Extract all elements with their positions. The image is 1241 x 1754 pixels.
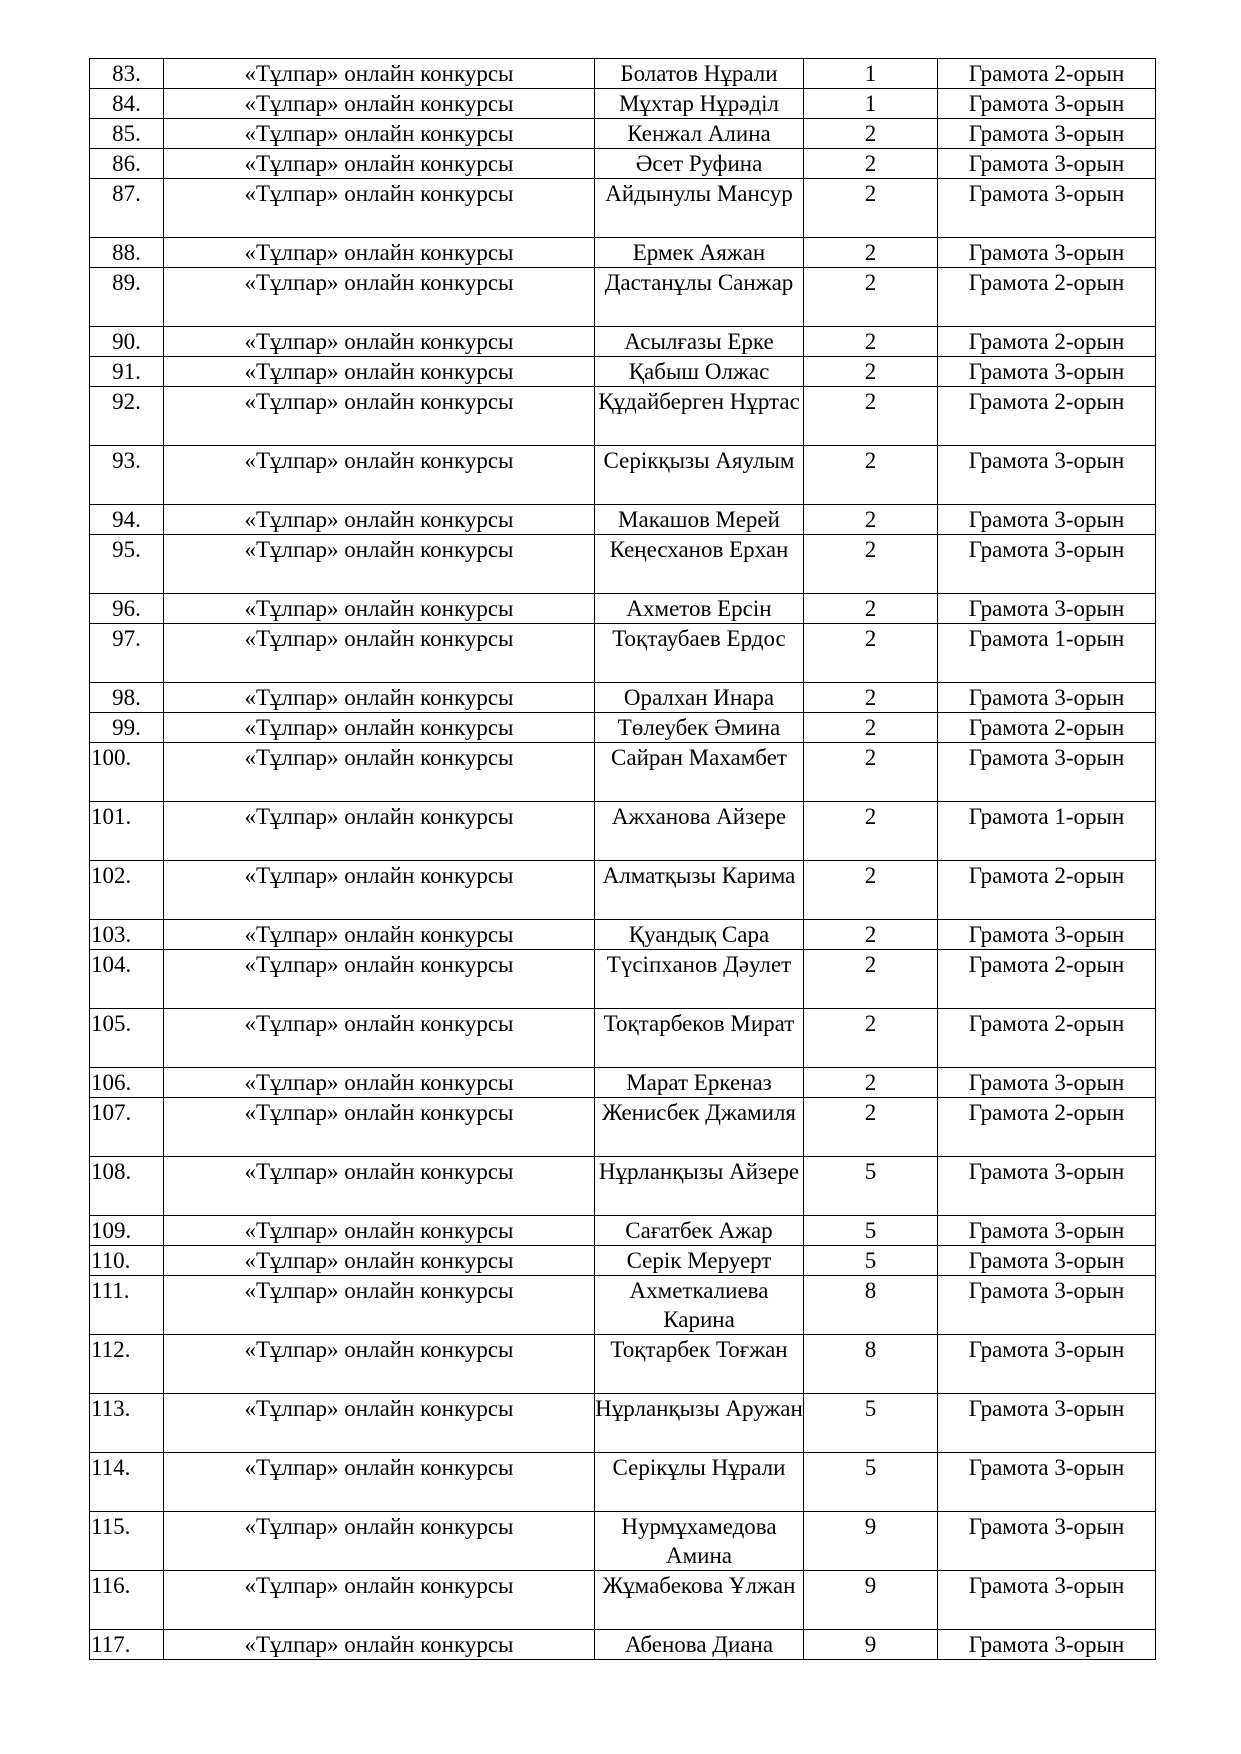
table-row [90,624,1156,683]
grade-cell: 2 [804,802,938,861]
contest-cell: «Тұлпар» онлайн конкурсы [164,950,595,1009]
award-cell: Грамота 2-орын [938,268,1156,327]
row-number-cell: 95. [90,535,164,594]
contest-cell: «Тұлпар» онлайн конкурсы [164,238,595,268]
grade-cell: 2 [804,920,938,950]
row-number-cell: 94. [90,505,164,535]
row-number-cell: 114. [90,1453,164,1512]
row-number-cell: 112. [90,1335,164,1394]
contest-cell: «Тұлпар» онлайн конкурсы [164,920,595,950]
award-cell: Грамота 3-орын [938,238,1156,268]
row-number-cell: 84. [90,89,164,119]
participant-name-cell: Әсет Руфина [595,149,804,179]
contest-cell: «Тұлпар» онлайн конкурсы [164,535,595,594]
award-cell: Грамота 3-орын [938,594,1156,624]
grade-cell: 5 [804,1453,938,1512]
table-row [90,1276,1156,1335]
award-cell: Грамота 3-орын [938,1571,1156,1630]
grade-cell: 2 [804,179,938,238]
row-number-cell: 116. [90,1571,164,1630]
row-number-cell: 96. [90,594,164,624]
contest-cell: «Тұлпар» онлайн конкурсы [164,1571,595,1630]
contest-cell: «Тұлпар» онлайн конкурсы [164,59,595,89]
award-cell: Грамота 3-орын [938,535,1156,594]
contest-cell: «Тұлпар» онлайн конкурсы [164,1453,595,1512]
table-row [90,149,1156,179]
participant-name-cell: Болатов Нұрали [595,59,804,89]
grade-cell: 2 [804,950,938,1009]
table-row [90,1335,1156,1394]
award-cell: Грамота 3-орын [938,743,1156,802]
contest-cell: «Тұлпар» онлайн конкурсы [164,1216,595,1246]
contest-cell: «Тұлпар» онлайн конкурсы [164,1276,595,1335]
row-number-cell: 99. [90,713,164,743]
grade-cell: 8 [804,1276,938,1335]
participant-name-cell: Нурмұхамедова Амина [595,1512,804,1571]
grade-cell: 2 [804,119,938,149]
table-row [90,594,1156,624]
participant-name-cell: Кенжал Алина [595,119,804,149]
row-number-cell: 109. [90,1216,164,1246]
award-cell: Грамота 2-орын [938,713,1156,743]
table-row [90,535,1156,594]
award-cell: Грамота 3-орын [938,179,1156,238]
contest-cell: «Тұлпар» онлайн конкурсы [164,179,595,238]
participant-name-cell: Нұрланқызы Айзере [595,1157,804,1216]
contest-cell: «Тұлпар» онлайн конкурсы [164,89,595,119]
row-number-cell: 104. [90,950,164,1009]
row-number-cell: 83. [90,59,164,89]
grade-cell: 8 [804,1335,938,1394]
row-number-cell: 90. [90,327,164,357]
table-row [90,357,1156,387]
participant-name-cell: Тоқтаубаев Ердос [595,624,804,683]
table-row [90,238,1156,268]
award-cell: Грамота 3-орын [938,446,1156,505]
row-number-cell: 91. [90,357,164,387]
table-row [90,802,1156,861]
row-number-cell: 93. [90,446,164,505]
row-number-cell: 85. [90,119,164,149]
grade-cell: 9 [804,1512,938,1571]
grade-cell: 2 [804,446,938,505]
participant-name-cell: Жұмабекова Ұлжан [595,1571,804,1630]
contest-cell: «Тұлпар» онлайн конкурсы [164,149,595,179]
grade-cell: 2 [804,505,938,535]
row-number-cell: 88. [90,238,164,268]
contest-cell: «Тұлпар» онлайн конкурсы [164,268,595,327]
award-cell: Грамота 3-орын [938,119,1156,149]
award-cell: Грамота 3-орын [938,1512,1156,1571]
award-cell: Грамота 3-орын [938,1216,1156,1246]
award-cell: Грамота 2-орын [938,950,1156,1009]
contest-cell: «Тұлпар» онлайн конкурсы [164,743,595,802]
award-cell: Грамота 3-орын [938,920,1156,950]
grade-cell: 2 [804,624,938,683]
table-row [90,59,1156,89]
participant-name-cell: Қабыш Олжас [595,357,804,387]
contest-cell: «Тұлпар» онлайн конкурсы [164,1335,595,1394]
table-row [90,713,1156,743]
grade-cell: 2 [804,1009,938,1068]
grade-cell: 1 [804,89,938,119]
row-number-cell: 108. [90,1157,164,1216]
participant-name-cell: Айдынулы Мансур [595,179,804,238]
award-cell: Грамота 2-орын [938,59,1156,89]
participant-name-cell: Абенова Диана [595,1630,804,1660]
table-row [90,327,1156,357]
contest-cell: «Тұлпар» онлайн конкурсы [164,802,595,861]
table-row [90,119,1156,149]
participant-name-cell: Құдайберген Нұртас [595,387,804,446]
participant-name-cell: Серік Меруерт [595,1246,804,1276]
table-row [90,446,1156,505]
table-row [90,89,1156,119]
table-row [90,179,1156,238]
table-row [90,1098,1156,1157]
row-number-cell: 100. [90,743,164,802]
award-cell: Грамота 3-орын [938,1453,1156,1512]
participant-name-cell: Ажханова Айзере [595,802,804,861]
grade-cell: 5 [804,1216,938,1246]
participant-name-cell: Асылғазы Ерке [595,327,804,357]
contest-cell: «Тұлпар» онлайн конкурсы [164,1098,595,1157]
row-number-cell: 117. [90,1630,164,1660]
participant-name-cell: Сайран Махамбет [595,743,804,802]
row-number-cell: 105. [90,1009,164,1068]
award-cell: Грамота 3-орын [938,89,1156,119]
row-number-cell: 115. [90,1512,164,1571]
participant-name-cell: Серікқызы Аяулым [595,446,804,505]
table-row [90,1216,1156,1246]
row-number-cell: 113. [90,1394,164,1453]
award-cell: Грамота 3-орын [938,1335,1156,1394]
grade-cell: 9 [804,1630,938,1660]
contest-cell: «Тұлпар» онлайн конкурсы [164,1394,595,1453]
contest-cell: «Тұлпар» онлайн конкурсы [164,1246,595,1276]
participant-name-cell: Ермек Аяжан [595,238,804,268]
contest-cell: «Тұлпар» онлайн конкурсы [164,1630,595,1660]
award-cell: Грамота 3-орын [938,683,1156,713]
row-number-cell: 98. [90,683,164,713]
grade-cell: 2 [804,1068,938,1098]
table-row [90,387,1156,446]
table-row [90,861,1156,920]
grade-cell: 2 [804,683,938,713]
award-cell: Грамота 3-орын [938,1276,1156,1335]
participant-name-cell: Серікұлы Нұрали [595,1453,804,1512]
grade-cell: 5 [804,1394,938,1453]
award-cell: Грамота 1-орын [938,802,1156,861]
award-cell: Грамота 3-орын [938,149,1156,179]
grade-cell: 2 [804,743,938,802]
participant-name-cell: Дастанұлы Санжар [595,268,804,327]
contest-cell: «Тұлпар» онлайн конкурсы [164,1009,595,1068]
participant-name-cell: Қуандық Сара [595,920,804,950]
row-number-cell: 111. [90,1276,164,1335]
award-cell: Грамота 3-орын [938,1246,1156,1276]
grade-cell: 2 [804,327,938,357]
contest-cell: «Тұлпар» онлайн конкурсы [164,446,595,505]
row-number-cell: 110. [90,1246,164,1276]
participant-name-cell: Кеңесханов Ерхан [595,535,804,594]
row-number-cell: 102. [90,861,164,920]
grade-cell: 2 [804,594,938,624]
contest-cell: «Тұлпар» онлайн конкурсы [164,387,595,446]
row-number-cell: 89. [90,268,164,327]
grade-cell: 2 [804,268,938,327]
contest-cell: «Тұлпар» онлайн конкурсы [164,119,595,149]
participant-name-cell: Түсіпханов Дәулет [595,950,804,1009]
table-row [90,950,1156,1009]
table-row [90,1571,1156,1630]
row-number-cell: 97. [90,624,164,683]
participant-name-cell: Сағатбек Ажар [595,1216,804,1246]
grade-cell: 2 [804,713,938,743]
award-cell: Грамота 3-орын [938,1157,1156,1216]
grade-cell: 2 [804,238,938,268]
table-row [90,1453,1156,1512]
row-number-cell: 103. [90,920,164,950]
table-row [90,920,1156,950]
award-cell: Грамота 3-орын [938,357,1156,387]
contest-cell: «Тұлпар» онлайн конкурсы [164,624,595,683]
contest-cell: «Тұлпар» онлайн конкурсы [164,505,595,535]
award-cell: Грамота 2-орын [938,1098,1156,1157]
participant-name-cell: Алматқызы Карима [595,861,804,920]
grade-cell: 2 [804,861,938,920]
contest-cell: «Тұлпар» онлайн конкурсы [164,1157,595,1216]
award-cell: Грамота 3-орын [938,1394,1156,1453]
participant-name-cell: Тоқтарбек Тоғжан [595,1335,804,1394]
award-cell: Грамота 3-орын [938,1068,1156,1098]
row-number-cell: 86. [90,149,164,179]
grade-cell: 5 [804,1157,938,1216]
grade-cell: 5 [804,1246,938,1276]
row-number-cell: 92. [90,387,164,446]
grade-cell: 2 [804,535,938,594]
table-row [90,1246,1156,1276]
row-number-cell: 106. [90,1068,164,1098]
participant-name-cell: Макашов Мерей [595,505,804,535]
award-cell: Грамота 2-орын [938,327,1156,357]
table-row [90,743,1156,802]
participant-name-cell: Мұхтар Нұрәділ [595,89,804,119]
award-cell: Грамота 2-орын [938,387,1156,446]
grade-cell: 1 [804,59,938,89]
table-row [90,268,1156,327]
participant-name-cell: Ахметов Ерсін [595,594,804,624]
participant-name-cell: Тоқтарбеков Мират [595,1009,804,1068]
contest-cell: «Тұлпар» онлайн конкурсы [164,861,595,920]
table-row [90,505,1156,535]
contest-cell: «Тұлпар» онлайн конкурсы [164,357,595,387]
contest-cell: «Тұлпар» онлайн конкурсы [164,1068,595,1098]
award-cell: Грамота 2-орын [938,861,1156,920]
participant-name-cell: Төлеубек Әмина [595,713,804,743]
table-row [90,1068,1156,1098]
grade-cell: 2 [804,357,938,387]
grade-cell: 2 [804,387,938,446]
row-number-cell: 107. [90,1098,164,1157]
grade-cell: 2 [804,149,938,179]
contest-cell: «Тұлпар» онлайн конкурсы [164,713,595,743]
award-cell: Грамота 1-орын [938,624,1156,683]
results-table-body [90,59,1156,1660]
table-row [90,1630,1156,1660]
table-row [90,1394,1156,1453]
participant-name-cell: Нұрланқызы Аружан [595,1394,804,1453]
contest-cell: «Тұлпар» онлайн конкурсы [164,594,595,624]
contest-cell: «Тұлпар» онлайн конкурсы [164,683,595,713]
table-row [90,1512,1156,1571]
contest-cell: «Тұлпар» онлайн конкурсы [164,327,595,357]
participant-name-cell: Женисбек Джамиля [595,1098,804,1157]
row-number-cell: 87. [90,179,164,238]
contest-cell: «Тұлпар» онлайн конкурсы [164,1512,595,1571]
table-row [90,1157,1156,1216]
participant-name-cell: Оралхан Инара [595,683,804,713]
award-cell: Грамота 3-орын [938,505,1156,535]
results-table [89,58,1156,1660]
grade-cell: 9 [804,1571,938,1630]
award-cell: Грамота 2-орын [938,1009,1156,1068]
row-number-cell: 101. [90,802,164,861]
participant-name-cell: Марат Еркеназ [595,1068,804,1098]
grade-cell: 2 [804,1098,938,1157]
award-cell: Грамота 3-орын [938,1630,1156,1660]
table-row [90,683,1156,713]
participant-name-cell: Ахметкалиева Карина [595,1276,804,1335]
table-row [90,1009,1156,1068]
